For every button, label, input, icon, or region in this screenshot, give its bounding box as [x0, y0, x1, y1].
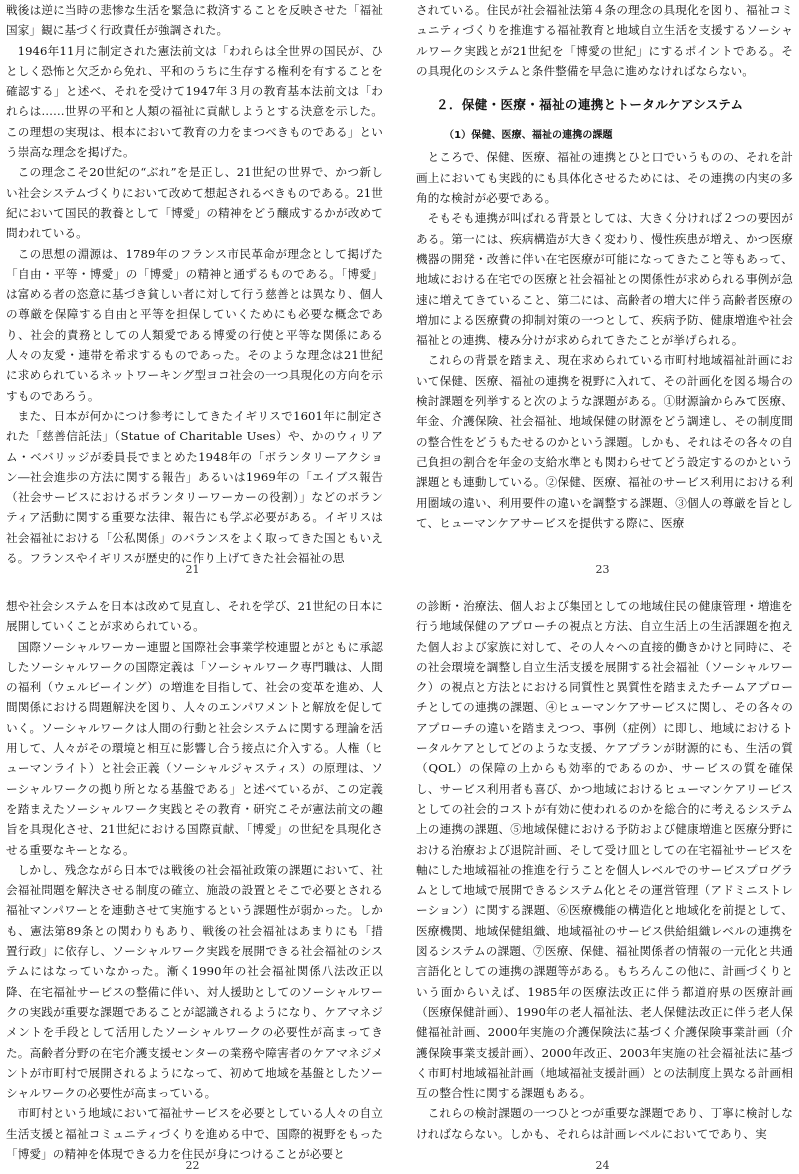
- page-24: [410, 596, 795, 1174]
- page-number: 23: [595, 563, 610, 576]
- page-23: [410, 0, 795, 582]
- paragraph: この理念こそ20世紀の“ぶれ”を是正し、21世紀の世界で、かつ新しい社会システムづくりにおいて改めて想起されるべきものである。21世紀において国民的教養として「博愛」の精神をどう醸成するかが改めて問われている。: [6, 165, 383, 241]
- page-23-body: [410, 0, 795, 533]
- paragraph: この思想の淵源は、1789年のフランス市民革命が理念として掲げた「自由・平等・博愛」の「博愛」の精神と通ずるものである。「博愛」は富める者の恣意に基づき貧しい者に対して行う慈善とは異なり、個人の尊厳を保障する自由と平等を担保していくためにも必要な概念であり、社会的責務としての人類愛である博愛の行使と平等な関係にある人々の友愛・連帯を希求するものであった。そのような理念は21世紀に求められているネットワーキング型ヨコ社会の一つ具現化の方向を示すものであろう。: [6, 246, 383, 403]
- paragraph: の診断・治療法、個人および集団としての地域住民の健康管理・増進を行う地域保健のアプローチの視点と方法、自立生活上の生活課題を抱えた個人および家族に対して、その人々への直接的働きかけと同時に、その社会環境を調整し自立生活支援を展開する社会福祉（ソーシャルワーク）の視点と方法とにおける同質性と異質性を踏まえたチームアプローチとしての連携の課題、④ヒューマンケアサービスに関し、その各々のアプローチの違いを踏まえつつ、事例（症例）に即し、地域におけるトータルケアとしてどのような支援、ケアプランが財源的にも、生活の質（QOL）の保障の上からも効率的であるのか、サービスの質を確保し、サービス利用者も喜び、かつ地域におけるヒューマンケアリービスとしての社会的コストが有効に使われるのかを総合的に考えるシステム上の連携の課題、⑤地域保健における予防および健康増進と医療分野における治療および退院計画、そして受け皿としての在宅福祉サービスを軸にした地域福祉の推進を行うことを個人レベルでのサービスプログラムとして地域で展開できるシステム化とその運営管理（アドミニストレーション）に関する課題、⑥医療機能の構造化と地域化を前提として、医療機関、地域保健組織、地域福祉のサービス供給組織レベルの連携を図るシステムの課題、⑦医療、保健、福祉関係者の情報の一元化と共通言語化としての連携の課題等がある。もちろんこの他に、計画づくりという面からいえば、1985年の医療法改正に伴う都道府県の医療計画（医療保健計画）、1990年の老人福祉法、老人保健法改正に伴う老人保健福祉計画、2000年実施の介護保険法に基づく介護保険事業計画（介護保険事業支援計画）、2000年改正、2003年実施の社会福祉法に基づく市町村地域福祉計画（地域福祉支援計画）との法制度上異なる計画相互の整合性に関する課題もある。: [416, 599, 793, 1101]
- paragraph: 想や社会システムを日本は改めて見直し、それを学び、21世紀の日本に展開していくことが求められている。: [6, 599, 383, 634]
- page-number: 21: [185, 563, 200, 576]
- page-21: [0, 0, 385, 582]
- sub-heading: （1）保健、医療、福祉の連携の課題: [444, 130, 613, 142]
- page-22-body: [0, 596, 385, 1164]
- paragraph: そもそも連携が叫ばれる背景としては、大きく分ければ２つの要因がある。第一には、疾病構造が大きく変わり、慢性疾患が増え、かつ医療機器の開発・改善に伴い在宅医療が可能になってきたこと等もあって、地域における在宅での医療と社会福祉との関係性が求められる事例が急速に増えてきていること、第二には、高齢者の増大に伴う高齢者医療の増加による医療費の抑制対策の一つとして、疾病予防、健康増進や社会福祉との連携、棲み分けが求められてきたことが挙げられる。: [416, 211, 793, 348]
- page-22: [0, 596, 385, 1174]
- section-heading: ２．保健・医療・福祉の連携とトータルケアシステム: [436, 97, 744, 113]
- page-number: 22: [185, 1159, 200, 1172]
- paragraph: 戦後は逆に当時の悲惨な生活を緊急に救済することを反映させた「福祉国家」観に基づく行政責任が強調された。: [6, 3, 383, 38]
- page-24-body: [410, 596, 795, 1144]
- paragraph: これらの背景を踏まえ、現在求められている市町村地域福祉計画において保健、医療、福祉の連携を視野に入れて、その計画化を図る場合の検討課題を列挙すると次のような課題がある。①財源論からみて医療、年金、介護保険、社会福祉、地域保健の財源をどう調達し、その制度間の整合性をどうもたせるのかという課題。しかも、それはその各々の自己負担の割合を年金の支給水準とも関わらせてどう設定するのかという課題とも連動している。②保健、医療、福祉のサービス利用における利用圏域の違い、利用要件の違いを調整する課題、③個人の尊厳を旨として、ヒューマンケアサービスを提供する際に、医療: [416, 353, 793, 530]
- page-21-body: [0, 0, 385, 568]
- paragraph: 1946年11月に制定された憲法前文は「われらは全世界の国民が、ひとしく恐怖と欠乏から免れ、平和のうちに生存する権利を有することを確認する」と述べ、それを受けて1947年３月の教育基本法前文は「われらは……世界の平和と人類の福祉に貢献しようとする決意を示した。この理想の実現は、根本において教育の力をまつべきものである」という崇高な理念を掲げた。: [6, 43, 383, 160]
- paragraph: ところで、保健、医療、福祉の連携とひと口でいうものの、それを計画上においても実践的にも具体化させるためには、その連携の内実の多角的な検討が必要である。: [416, 150, 793, 206]
- paragraph: しかし、残念ながら日本では戦後の社会福祉政策の課題において、社会福祉問題を解決させる制度の確立、施設の設置とそこで必要とされる福祉マンパワーとを連動させて実施するという課題性が弱かった。しかも、憲法第89条との関わりもあり、戦後の社会福祉はあまりにも「措置行政」に依存し、ソーシャルワーク実践を展開できる社会福祉のシステムにはなっていなかった。漸く1990年の社会福祉関係八法改正以降、在宅福祉サービスの整備に伴い、対人援助としてのソーシャルワークの実践が重要な課題であることが認識されるようになり、ケアマネジメントを手段として活用したソーシャルワークの必要性が高まってきた。高齢者分野の在宅介護支援センターの業務や障害者のケアマネジメントが市町村で展開されるようになって、初めて地域を基盤としたソーシャルワークの必要性が高まっている。: [6, 862, 383, 1101]
- paragraph: また、日本が何かにつけ参考にしてきたイギリスで1601年に制定された「慈善信託法」（Statue of Charitable Uses）や、かのウィリアム・ベバリッジが委員長でまとめた1948年の「ボランタリーアクション―社会進歩の方法に関する報告」あるいは1969年の「エイブス報告（社会サービスにおけるボランタリーワーカーの役割）」などのボランティア活動に関する重要な法律、報告にも学ぶ必要がある。イギリスは社会福祉における「公私関係」のバランスをよく取ってきた国ともいえる。フランスやイギリスが歴史的に作り上げてきた社会福祉の思: [6, 408, 383, 566]
- paragraph: 国際ソーシャルワーカー連盟と国際社会事業学校連盟とがともに承認したソーシャルワークの国際定義は「ソーシャルワーク専門職は、人間の福利（ウェルビーイング）の増進を目指して、社会の変革を進め、人間関係における問題解決を図り、人々のエンパワメントと解放を促していく。ソーシャルワークは人間の行動と社会システムに関する理論を活用して、人々がその環境と相互に影響し合う接点に介入する。人権（ヒューマンライト）と社会正義（ソーシャルジャスティス）の原理は、ソーシャルワークの拠り所となる基盤である」と述べているが、この定義を踏まえたソーシャルワーク実践とその教育・研究こそが憲法前文の趣旨を具現化させ、21世紀における国際貢献、「博愛」の世紀を具現化させる重要なキーとなる。: [6, 639, 383, 857]
- paragraph: これらの検討課題の一つひとつが重要な課題であり、丁寧に検討しなければならない。しかも、それらは計画レベルにおいてであり、実: [416, 1106, 793, 1141]
- paragraph: 市町村という地域において福祉サービスを必要としている人々の自立生活支援と福祉コミュニティづくりを進める中で、国際的視野をもった「博愛」の精神を体現できる力を住民が身につけることが必要と: [6, 1106, 383, 1162]
- paragraph: されている。住民が社会福祉法第４条の理念の具現化を図り、福祉コミュニティづくりを推進する福祉教育と地域自立生活を支援するソーシャルワーク実践とが21世紀を「博愛の世紀」にするポイントである。その具現化のシステムと条件整備を早急に進めなければならない。: [416, 3, 793, 78]
- page-number: 24: [595, 1159, 610, 1172]
